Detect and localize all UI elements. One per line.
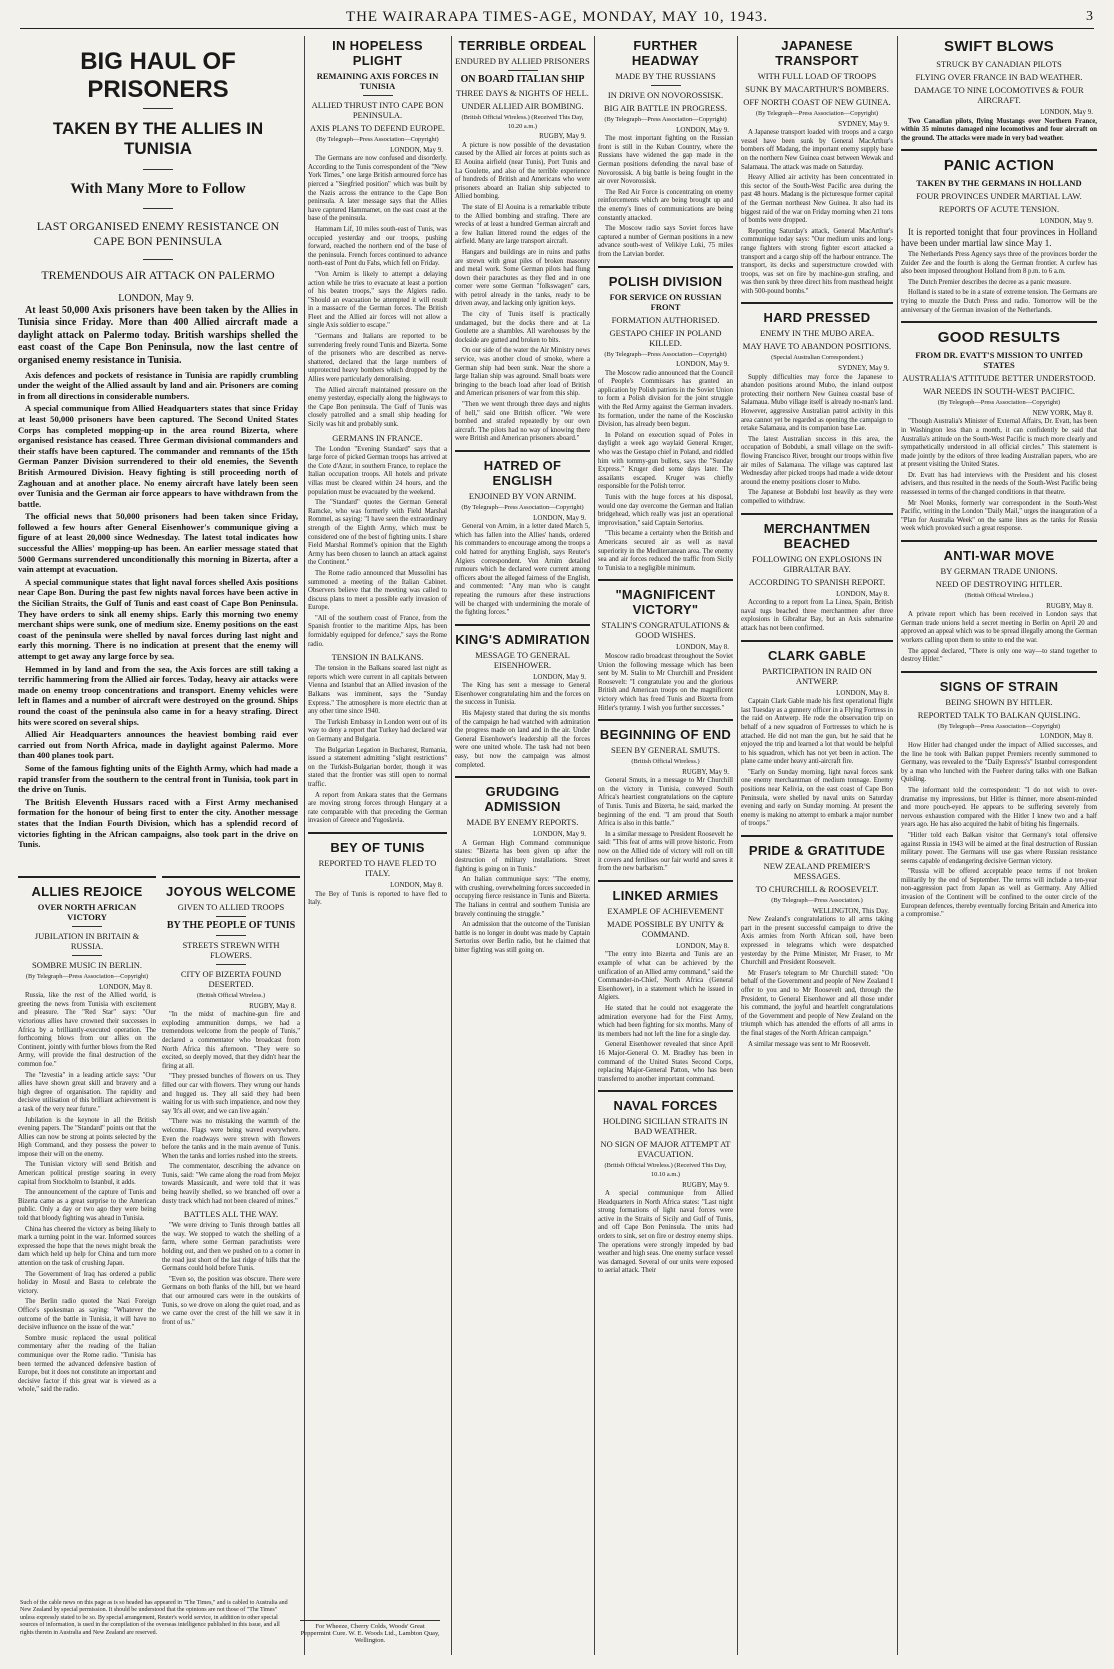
credit-line: (British Official Wireless.) [631,758,700,766]
story-subhead: STALIN'S CONGRATULATIONS & GOOD WISHES. [601,620,730,641]
story-headline: HATRED OF ENGLISH [483,457,562,488]
story-subhead: REPORTED TO HAVE FLED TO ITALY. [318,857,437,878]
story-paragraph: The Berlin radio quoted the Nazi Foreign Office's spokesman as saying: "Whatever the outcome of the battle in Tunisia, it will have no decisive influence on the issue of the war." [18,1298,156,1332]
story-paragraph: "Russia will be offered acceptable peace terms if not broken militarily by the end of September. The terms will include a ten-year non-aggression pact from Japan as well as Germany. Any Allied invasion of the Continent will be confined to the outer circle of the European defences, thereby eventually forcing Britain and America into a compromise." [901,868,1097,919]
story-subhead: AUSTRALIA'S ATTITUDE BETTER UNDERSTOOD. [902,373,1096,384]
story-subhead: REPORTED TALK TO BALKAN QUISLING. [917,709,1081,720]
story-naval-forces [598,1090,733,1276]
credit-line: (By Telegraph—Press Association—Copyright) [604,116,727,123]
story-paragraph: "All of the southern coast of France, from the Spanish frontier to the maritime Alps, has been formidably equipped for defence," says the Rome radio. [308,614,447,648]
story-joyous-welcome [162,876,300,1662]
lead-paragraph: Some of the famous fighting units of the Eighth Army, which had made a rapid transfer from the southern to the central front in Tunisia, took part in the drive on Tunis. [18,762,298,795]
story-paragraph: "The entry into Bizerta and Tunis are an example of what can be achieved by the unification of an Allied army command," said the Commander-in-Chief, North Africa (General Eisenhower), in a statement which he issued in Algiers. [598,951,733,1002]
story-subhead: ALLIED THRUST INTO CAPE BON PENINSULA. [311,100,444,120]
story-paragraph: Jubilation is the keynote in all the British evening papers. The "Standard" points out that the Allies can now be strong at points selected by the High Command, and they possess the power to impose their will on the enemy. [18,1116,156,1158]
story-subhead: GESTAPO CHIEF IN POLAND KILLED. [609,327,722,348]
story-subhead: STRUCK BY CANADIAN PILOTS [936,59,1062,69]
story-subhead: ENJOINED BY VON ARNIM. [468,490,577,501]
divider [72,955,102,956]
story-paragraph: A report from Ankara states that the Germans are moving strong forces through Hungary at a rate comparable with that preceding the German invasion of Greece and Yugoslavia. [308,791,447,825]
story-paragraph: The King has sent a message to General Eisenhower congratulating him and the forces on the success in Tunisia. [455,682,590,707]
story-headline: ALLIES REJOICE [31,884,143,899]
story-japanese-transport [741,38,893,296]
story-headline: IN HOPELESS PLIGHT [332,38,423,68]
story-subhead: MADE BY ENEMY REPORTS. [466,817,579,828]
story-paragraph: The Dutch Premier describes the decree as a panic measure. [908,278,1072,286]
story-headline: JAPANESE TRANSPORT [775,38,859,68]
lead-paragraph: Axis defences and pockets of resistance in Tunisia are rapidly crumbling under the weight of the Allied assault by land and air. Prisoners are coming in from all directions in considerable numbers. [18,369,298,401]
story-hard-pressed [741,302,893,506]
story-subhead: NEED OF DESTROYING HITLER. [935,579,1063,590]
story-headline: GRUDGING ADMISSION [484,784,561,815]
column-rule [451,36,452,1655]
dateline: LONDON, May 9. [533,830,586,839]
story-merchantmen-beached [741,513,893,634]
story-terrible-ordeal [455,38,590,444]
story-headline: HARD PRESSED [763,310,871,326]
story-paragraph: The Germans are now confused and disorderly. According to the Tunis correspondent of the "New York Times," one large British armoured force has pierced a "Siegfried position" which was built by the Nazis across the entrance to the Cape Bon peninsula. A later message says that the Allies have captured Hammamet, on the east coast at the base of the peninsula. [308,155,447,223]
story-paragraph: General Smuts, in a message to Mr Churchill on the victory in Tunisia, conveyed South Africa's heartiest congratulations on the capture of Tunis. Tunis and Bizerta, he said, marked the beginning of the end. "I am proud that South Africa is also in this battle." [598,777,733,828]
story-paragraph: China has cheered the victory as being likely to mark a turning point in the war. Informed sources expressed the hope that the news might break the dam which held up help for China and turn more attention on the task of crushing Japan. [18,1225,156,1267]
story-subhead: BY GERMAN TRADE UNIONS. [940,566,1058,577]
column-rule [737,36,738,1655]
dateline: LONDON, May 9. [676,360,729,369]
story-headline: BEY OF TUNIS [330,839,425,855]
story-subhead: BATTLES ALL THE WAY. [183,1209,279,1220]
story-subhead: GERMANS IN FRANCE. [332,432,423,443]
story-paragraph: An Italian communique says: "The enemy, with crushing, overwhelming forces succeeded in occupying fierce resistance in Tunis and Bizerta. The Italians in central and southern Tunisia are bravely continuing the struggle." [455,876,590,918]
page-number: 3 [1086,9,1094,24]
story-headline: FURTHER HEADWAY [631,38,700,68]
dateline: LONDON, May 8. [390,880,443,889]
story-linked-armies [598,880,733,1085]
story-paragraph: Reporting Saturday's attack, General MacArthur's communique today says: "Our medium units and long-range fighters with strong fighter escort attacked a transport and a cargo ship off the harbour entrance. The transport, its decks and superstructure crowded with troops, was set on fire by machine-gun strafing, and was then sunk by three direct hits from masthead height with 500-pound bombs." [741,227,893,295]
story-paragraph: General Eisenhower revealed that since April 16 Major-General O. M. Bradley has been in command of the United States Second Corps, replacing Major-General Patton, who has been transferred to another important command. [598,1041,733,1083]
story-subhead: OFF NORTH COAST OF NEW GUINEA. [743,97,891,107]
story-subhead: TO CHURCHILL & ROOSEVELT. [755,884,879,895]
column-6 [741,36,893,1646]
story-subhead: FROM DR. EVATT'S MISSION TO UNITED STATES [915,350,1083,371]
dateline: LONDON, May 9. [533,672,586,681]
lead-paragraph: Hemmed in by land and from the sea, the Axis forces are still taking a terrific hammering from the Allied air forces. Today, heavy air attacks were made on enemy troop concentrations and transport. Enemy vehicles were left in flames and a number of aircraft were destroyed on the ground. Ships round the coast of the peninsula also came in for a heavy strafing. Direct hits were scored on several ships. [18,663,298,727]
credit-line: (By Telegraph—Press Association—Copyright) [461,503,584,511]
story-paragraph: The tension in the Balkans soared last night as reports which were current in all capitals between Vienna and Istanbul that an Allied invasion of the Balkans was imminent, says the "Sunday Express." The atmosphere is more electric than at any other time since 1940. [308,665,447,716]
story-subhead: TAKEN BY THE GERMANS IN HOLLAND [916,178,1082,189]
story-subhead: SUNK BY MACARTHUR'S BOMBERS. [745,84,889,94]
story-paragraph: The Netherlands Press Agency says three of the provinces border the Zuider Zee and the fourth is along the German frontier. A curfew has also been imposed throughout Holland from 8 p.m. to 6 a.m. [901,250,1097,276]
divider [143,169,173,170]
story-paragraph: In a similar message to President Roosevelt he said: "This feat of arms will prove historic. From now on the Allied tide of victory will roll on till it covers and fertilises our fair world and saves it from the new barbarism." [598,830,733,873]
divider [143,259,173,260]
story-subhead: MADE BY THE RUSSIANS [615,71,716,81]
dateline: RUGBY, May 9. [539,132,586,141]
masthead-title: THE WAIRARAPA TIMES-AGE, MONDAY, MAY 10, 1943. [345,9,769,25]
story-paragraph: "Germans and Italians are reported to be surrendering freely round Tunis and Bizerta. Some of the prisoners who are described as nerve-shattered, declared that the large numbers of unprotected heavy bombers which dropped by the Allies were particularly demoralising. [308,333,447,384]
story-subhead: FOLLOWING ON EXPLOSIONS IN GIBRALTAR BAY. [751,553,883,574]
story-paragraph: "Von Arnim is likely to attempt a delaying action while he tries to evacuate at least a portion of his beaten troops," says the Algiers radio. "Should an evacuation be attempted it will result in a massacre of the German forces. The British Fleet and the Allied air forces will not allow a single Axis soldier to escape." [308,270,447,330]
story-subhead: MADE POSSIBLE BY UNITY & COMMAND. [607,918,724,939]
divider [143,208,173,209]
credit-line: (British Official Wireless.) [196,992,266,999]
dateline: SYDNEY, May 9. [838,364,889,373]
story-paragraph: The Red Air Force is concentrating on enemy reinforcements which are being brought up and the enemy's lines of communications are being constantly attacked. [598,188,733,222]
story-paragraph: The Bey of Tunis is reported to have fled to Italy. [308,890,447,907]
story-subhead: FORMATION AUTHORISED. [611,314,720,325]
column-4 [455,36,590,1646]
story-paragraph: "Early on Sunday morning, light naval forces sank one enemy merchantman of medium tonnage. Enemy positions near Kelivia, on the east coast of Cape Bon Peninsula, were shelled by naval units on Saturday evening and early on Sunday morning. At present the enemy is making no attempt to embark a major number of troops." [741,768,893,828]
story-paragraph: The Turkish Embassy in London went out of its way to deny a report that Turkey had declared war on Germany and Bulgaria. [308,718,447,743]
story-paragraph: Hammam Lif, 10 miles south-east of Tunis, was occupied yesterday and our troops, pushing forward, reached the northern end of the base of the peninsula. French forces continued to advance north-east of Pont du Fahs, which fell on Friday. [308,225,447,268]
story-anti-war-move [901,540,1097,665]
story-subhead: BY THE PEOPLE OF TUNIS [166,920,296,931]
story-paragraph: General von Arnim, in a letter dated March 5, which has fallen into the Allies' hands, ordered his commanders to encourage among the troops a cold hatred for anything English, says Reuter's Algiers correspondent. Von Arnim detailed rumours which he declared were current among officers about the alleged fairness of the English, and commented: "Any man who is caught repeating the rumours after these instructions will be charged with undermining the morale of the fighting forces." [455,523,590,617]
story-headline: JOYOUS WELCOME [166,884,296,899]
story-subhead: EXAMPLE OF ACHIEVEMENT [607,905,724,916]
story-paragraph: The city of Tunis itself is practically undamaged, but the docks there and at La Goulette are a shambles. All warehouses by the dockside are gutted and broken to bits. [455,311,590,344]
credit-line: (By Telegraph—Press Association—Copyright) [937,399,1061,407]
story-subhead: NEW ZEALAND PREMIER'S MESSAGES. [763,861,871,882]
story-paragraph: A Japanese transport loaded with troops and a cargo vessel have been sunk by General MacArthur's bombers off Madang, the important enemy supply base on the northern New Guinea coast between Wewak and Salamaua. The attack was made on Saturday. [741,129,893,171]
story-beginning-of-end [598,719,733,874]
lead-intro: At least 50,000 Axis prisoners have been taken by the Allies in Tunisia since Friday. More than 400 Allied aircraft made a daylight attack on Palermo today. British warships shelled the east coast of the Cape Bon Peninsula, now the last centre of organised enemy resistance in Tunisia. [18,304,298,366]
story-paragraph: His Majesty stated that during the six months of the campaign he had watched with admiration the progress made on land and in the air. Under General Eisenhower's leadership all the forces were one united whole. The task had not been easy, but now the campaign was almost completed. [455,710,590,769]
story-subhead: FLYING OVER FRANCE IN BAD WEATHER. [915,72,1083,82]
divider [143,108,173,109]
dateline: NEW YORK, May 8. [1032,408,1093,417]
story-paragraph: "There was no mistaking the warmth of the welcome. Flags were being waved everywhere. Even the roadways were strewn with flowers before the tanks and in the main avenue of Tunis. When the tanks and lorries rushed into the streets. [162,1118,300,1160]
footer-note: Such of the cable news on this page as is so headed has appeared in "The Times," and is cabled to Australia and New Zealand by special permission. It should be understood that the opinions are not those of "The Times" unless expressly stated to be so. By special arrangement, Reuter's world service, in addition to other special sources of information, is used in the compilation of the overseas intelligence published in this issue, and all rights therein in Australia and New Zealand are reserved. [20,1600,288,1636]
column-rule [897,36,898,1655]
story-headline: TERRIBLE ORDEAL [458,38,587,53]
story-subhead: MESSAGE TO GENERAL EISENHOWER. [475,649,570,670]
story-subhead: FOR SERVICE ON RUSSIAN FRONT [609,291,722,312]
credit-line: (By Telegraph—Press Association—Copyright) [604,350,727,358]
story-subhead: STREETS STREWN WITH FLOWERS. [182,940,280,960]
story-headline: SWIFT BLOWS [944,38,1054,55]
dateline: LONDON, May 8. [676,643,729,652]
story-subhead: ON BOARD ITALIAN SHIP [460,74,585,85]
story-paragraph: On our side of the water the Air Ministry news service, was another cloud of smoke, where a German ship had been sunk. Near the shore a large Italian ship was aground. Small boats were bringing to the beach load after load of British and American prisoners of war from this ship. [455,347,590,398]
lead-deck-3: LAST ORGANISED ENEMY RESISTANCE ON CAPE BON PENINSULA [36,219,280,248]
story-subhead: BIG AIR BATTLE IN PROGRESS. [603,103,728,113]
story-subhead: ENEMY IN THE MUBO AREA. [759,328,875,339]
story-paragraph: The Moscow radio announced that the Council of People's Commissars has granted an application by Polish patriots in the Soviet Union to form a Polish division for the joint struggle with the Red Army against the German invaders. Its formation, under the name of the Kosciusko Division, has already been begun. [598,369,733,429]
story-paragraph: "Then we went through three days and nights of hell," said one British officer. "We were bombed and strafed repeatedly by our own aircraft. The pilots had no way of knowing there were British and American prisoners aboard." [455,401,590,443]
story-paragraph: "Hitler told each Balkan visitor that Germany's total offensive against Russia in 1943 will be aimed at the final destruction of Russian military power. The Germans will use gas where Russian resistance seems capable of endangering decisive German victory. [901,831,1097,865]
story-hopeless-plight [308,36,447,1606]
story-pride-gratitude [741,835,893,1049]
story-magnificent-victory [598,579,733,713]
story-headline: GOOD RESULTS [937,329,1061,347]
story-paragraph: How Hitler had changed under the impact of Allied successes, and the line he took with Balkan puppet Premiers recently summoned to Germany, was revealed to the "Daily Express's" Istanbul correspondent by a man who lunched with the Fuehrer during talks with one Balkan Quisling. [901,741,1097,784]
divider [216,916,246,917]
story-paragraph: A picture is now possible of the devastation caused by the Allied air forces at points such as El Aouina airfield (near Tunis), Port Tunis and La Goulette, and also of the terrible experience of hundreds of British and Americans who were prisoners aboard an Italian ship subjected to Allied bombing. [455,141,590,201]
divider [72,926,102,927]
story-paragraph: The Allied aircraft maintained pressure on the enemy yesterday, especially along the highways to the Cape Bon peninsula. The Gulf of Tunis was closely patrolled and a small ship heading for Sicily was hit and probably sunk. [308,386,447,428]
column-7 [901,36,1097,1646]
dateline: LONDON, May 9. [390,145,443,154]
story-subhead: REMAINING AXIS FORCES IN TUNISIA [316,71,439,91]
story-paragraph: Hangars and buildings are in ruins and paths are strewn with great piles of broken masonry and metal work. Some German pilots had flung down their parachutes as they fled and in one corner were some German "folkswagen" cars, with petrol already in the tanks, ready to be driven away, and lacking only ignition keys. [455,248,590,308]
story-further-headway [598,38,733,260]
credit-line: (By Telegraph—Press Association—Copyright) [937,722,1061,730]
dateline: RUGBY, May 8. [249,1001,296,1010]
story-subhead: NO SIGN OF MAJOR ATTEMPT AT EVACUATION. [600,1139,731,1160]
story-paragraph: The informant told the correspondent: "I do not wish to over-dramatise my impressions, but Hitler is thinner, more absent-minded and more pouch-eyed. He appears to be suffering severely from nervous exhaustion compared with the Hitler I knew two and a half years ago. He has also acquired the habit of biting his fingernails. [901,786,1097,829]
story-subhead: TENSION IN BALKANS. [331,652,424,663]
story-hatred-of-english [455,450,590,618]
lead-paragraph: Allied Air Headquarters announces the heaviest bombing raid ever carried out from North Africa, made in daylight against Palermo. More than 400 planes took part. [18,729,298,761]
story-subhead: REPORTS OF ACUTE TENSION. [938,204,1060,215]
story-paragraph: Moscow radio broadcast throughout the Soviet Union the following message which has been sent by M. Stalin to Mr Churchill and President Roosevelt: "I congratulate you and the glorious British and American troops on the magnificent victory which has freed Tunis and Bizerta from Hitler's tyranny. I wish you further successes." [598,652,733,712]
dateline: LONDON, May 9. [1040,108,1093,116]
story-paragraph: The commentator, describing the advance on Tunis, said: "We came along the road from Mejez towards Massicault, and were told that it was being heavily shelled, so we branched off over a dusty track which had not been cleared of mines." [162,1163,300,1205]
story-headline: CLARK GABLE [768,647,866,663]
dateline: LONDON, May 8. [836,589,889,598]
story-paragraph: The Moscow radio says Soviet forces have captured a number of German positions in a new advance south-west of Velikiye Luki, 75 miles from the Latvian border. [598,225,733,258]
column-rule [594,36,595,1655]
story-paragraph: A private report which has been received in London says that German trade unions held a secret meeting in Berlin on April 20 and approved an appeal which was to be spread illegally among the German workers calling upon them to unite to end the war. [901,611,1097,644]
advertisement: For Wheeze, Cherry Colds, Woods' Great Peppermint Cure. W. E. Woods Ltd., Lambton Quay, Wellington. [300,1620,440,1644]
story-swift-blows [901,38,1097,143]
story-subhead: SEEN BY GENERAL SMUTS. [611,745,720,756]
story-headline: PRIDE & GRATITUDE [748,843,886,859]
credit-line: (British Official Wireless.) (Received This Day, 10.10 a.m.) [604,1162,727,1178]
story-paragraph: "We were driving to Tunis through battles all the way. We stopped to watch the shelling of a farm, where some German parachutists were holding out, and then we pushed on to a corner in the road just short of the last ridge of hills that the Germans could hold before Tunis. [162,1222,300,1273]
dateline: LONDON, May 8. [99,982,152,991]
story-paragraph: The Japanese at Bobdubi lost heavily as they were compelled to withdraw. [741,489,893,505]
story-headline: POLISH DIVISION [608,273,723,289]
story-headline: NAVAL FORCES [613,1098,718,1114]
story-paragraph: Dr. Evatt has had interviews with the President and his closest advisers, and thus resulted in the needs of the South-West Pacific being reassessed in terms of the changed conditions in that theatre. [901,471,1097,497]
lead-paragraph: The British Eleventh Hussars raced with a First Army mechanised formation for the honour of being first to enter the city. Another message states that the Indian Fourth Division, which has a splendid record of victories fighting in the African campaigns, also took part in the drive on Tunis. [18,796,298,850]
story-headline: LINKED ARMIES [612,887,719,903]
story-paragraph: Russia, like the rest of the Allied world, is greeting the news from Tunisia with excitement and pleasure. The "Red Star" says: "Our victorious allies have crowned their successes in Africa by a brilliantly-executed operation. The forthcoming blows from our allies on the Continent, jointly with further blows from the Red Army, will provide the final destruction of the common foe." [18,992,156,1068]
story-signs-of-strain [901,671,1097,920]
story-good-results [901,321,1097,534]
story-paragraph: New Zealand's congratulations to all arms taking part in the present successful campaign to drive the Axis armies from North African soil, have been expressed in telegrams which were despatched yesterday by the Prime Minister, Mr Fraser, to Mr Churchill and President Roosevelt. [741,916,893,967]
credit-line: (By Telegraph—Press Association—Copyright) [25,973,149,980]
dateline: RUGBY, May 9. [682,1180,729,1189]
story-subhead: BEING SHOWN BY HITLER. [945,696,1053,707]
story-paragraph: The most important fighting on the Russian front is still in the Kuban Country, where the Russians have widened the gap made in the German positions defending the naval base of Novorossisk. A big battle is being fought in the air over Novorossisk. [598,135,733,186]
credit-line: (By Telegraph—Press Association.) [771,897,863,905]
credit-line: (Special Australian Correspondent.) [771,354,863,362]
story-subhead: WAR NEEDS IN SOUTH-WEST PACIFIC. [923,386,1075,397]
story-headline: BEGINNING OF END [599,727,732,743]
story-paragraph: "They pressed bunches of flowers on us. They filled our car with flowers. They wrung our hands and hugged us. They all said they had been waiting for us with such impatience, and now they say 'It's all over, and we can live again.' [162,1073,300,1115]
story-paragraph: "This became a certainty when the British and Americans secured air as well as naval superiority in the Mediterranean area. The enemy sea and air forces reduced the traffic from Sicily to Tunisia to a negligible minimum. [598,530,733,572]
divider [651,85,681,86]
story-paragraph: "In the midst of machine-gun fire and exploding ammunition dumps, we had a tremendous welcome from the people of Tunis," declared a commentator who broadcast from North Africa this afternoon. "They were so excited, so deeply moved, that they didn't hear the firing at all. [162,1011,300,1070]
lead-paragraph: A special communique states that light naval forces shelled Axis positions near Cape Bon. During the past few nights naval forces have been active in the Sicilian Straits, the Gulf of Tunis and east coast of Cape Bon Peninsula. They have orders to sink all enemy ships. Early this morning two enemy merchant ships were sunk, one of medium size. Enemy positions on the east coast of the peninsula were shelled by naval forces during last night and early this morning. There is no indication at present that the enemy will attempt to get away any large force by sea. [18,576,298,661]
story-subhead: GIVEN TO ALLIED TROOPS [177,902,285,912]
story-paragraph: Heavy Allied air activity has been concentrated in this sector of the South-West Pacific area during the past 48 hours. Madang is the picturesque former capital of the German northeast New Guinea. It also had its biggest raid of the war on Friday morning when 21 tons of bombs were dropped. [741,174,893,225]
story-paragraph: The state of El Aouina is a remarkable tribute to the Allied bombing and strafing. There are wrecks of at least a hundred German aircraft and a few Italian littered round the edges of the airfield. Many are large transport aircraft. [455,203,590,246]
story-subhead: AXIS PLANS TO DEFEND EUROPE. [310,123,445,133]
column-rule [304,36,305,1655]
story-kings-admiration [455,624,590,771]
story-headline: SIGNS OF STRAIN [939,678,1059,694]
story-panic-action [901,149,1097,315]
credit-line: (British Official Wireless.) (Received This Day, 10.20 a.m.) [461,114,584,130]
story-subhead: CITY OF BIZERTA FOUND DESERTED. [180,969,282,989]
masthead [20,6,1094,29]
story-paragraph: Tunis with the huge forces at his disposal, would one day overcome the German and Italian bridgehead, which really was just an operational improvisation," said Captain Sertorius. [598,494,733,527]
lead-deck-2: With Many More to Follow [70,181,246,197]
divider [363,95,393,96]
dateline: LONDON, May 8. [1040,732,1093,741]
story-subhead: ENDURED BY ALLIED PRISONERS [455,56,590,66]
story-paragraph: According to a report from La Linea, Spain, British naval tugs beached three merchantmen after three explosions in Gibraltar Bay, but an Axis submarine attack has not been confirmed. [741,599,893,632]
story-paragraph: A similar message was sent to Mr Roosevelt. [748,1040,871,1048]
lead-paragraph: The official news that 50,000 prisoners had been taken since Friday, followed a few hours after General Eisenhower's communique giving a figure of at least 20,000 since Wednesday. The latest total indicates how successful the Allies' mopping-up has been. An earlier message stated that 5000 Germans surrendered unconditionally this morning in Bizerta, after a vain attempt at evacuation. [18,511,298,575]
story-subhead: SOMBRE MUSIC IN BERLIN. [31,960,143,970]
dateline: RUGBY, May 8. [1046,601,1093,610]
story-headline: PANIC ACTION [943,157,1055,175]
dateline: LONDON, May 9. [1040,217,1093,226]
story-subhead: DAMAGE TO NINE LOCOMOTIVES & FOUR AIRCRAFT. [914,85,1084,105]
story-paragraph: A special communique from Allied Headquarters in North Africa states: "Last night strong formations of light naval forces were active in the Straits of Sicily and Gulf of Tunis, and off Cape Bon Peninsula. The units had orders to sink, set on fire or destroy enemy ships. The operations were strongly impeded by bad weather and high seas. One enemy surface vessel was damaged. Several of our units were exposed to aerial attack. Their [598,1190,733,1275]
story-paragraph: The London "Evening Standard" says that a large force of picked German troops has arrived at the Cote d'Azur, in southern France, to replace the Italian occupation troops. All hotels and private villas must be cleared within 24 hours, and the population must be evacuated by the weekend. [308,445,447,496]
dateline: LONDON, May 9. [676,125,729,134]
story-paragraph: The Tunisian victory will send British and American political prestige soaring in every capital from Stockholm to Istanbul, it adds. [18,1161,156,1186]
story-paragraph: Holland is stated to be in a state of extreme tension. The Germans are trying to muzzle the Dutch Press and radio. Tomorrow will be the anniversary of the German invasion of the Netherlands. [901,289,1097,314]
story-clark-gable [741,640,893,830]
credit-line: (By Telegraph—Press Association—Copyright) [316,136,439,143]
story-grudging-admission [455,776,590,955]
story-allies-rejoice [18,876,156,1602]
story-subhead: JUBILATION IN BRITAIN & RUSSIA. [34,931,140,951]
story-subhead: HOLDING SICILIAN STRAITS IN BAD WEATHER. [603,1116,728,1137]
story-paragraph: Sombre music replaced the usual political commentary after the reading of the Italian communique over the Rome radio. "Tunisia has been termed the advanced defensive bastion of Europe, but it does not constitute an important and decisive factor if this great war is viewed as a whole," said the radio. [18,1334,156,1394]
story-headline: ANTI-WAR MOVE [943,548,1055,564]
story-paragraph: "Even so, the position was obscure. There were Germans on both flanks of the hill, but we heard that our armoured cars were in the outskirts of Tunis, so we drove on along the quiet road, and as we came over the crest of the hill we saw it in front of us." [162,1275,300,1326]
story-paragraph: The announcement of the capture of Tunis and Bizerta came as a great surprise to the American public. Only a day or two ago they were being told that bloody fighting was ahead in Tunisia. [18,1189,156,1223]
dateline: SYDNEY, May 9. [838,119,889,128]
story-paragraph: The Bulgarian Legation in Bucharest, Rumania, issued a statement admitting "slight restrictions" on the Turkish-Bulgarian border, though it was stated that the frontier was still open to normal traffic. [308,746,447,788]
story-polish-division [598,266,733,574]
story-headline: KING'S ADMIRATION [455,631,590,647]
divider [216,935,246,936]
dateline: LONDON, May 8. [836,688,889,697]
story-paragraph: "Though Australia's Minister of External Affairs, Dr. Evatt, has been in Washington less than a month, it can confidently be said that Australia's attitude on the South-West Pacific is much more clearly and sympathetically understood in all official circles." This statement is made jointly by the editors of three leading Australian papers, who are at present visiting the United States. [901,418,1097,469]
story-subhead: THREE DAYS & NIGHTS OF HELL. [456,88,589,98]
divider [508,70,538,71]
story-subhead: MAY HAVE TO ABANDON POSITIONS. [742,341,892,352]
story-subhead: PARTICIPATION IN RAID ON ANTWERP. [762,665,872,686]
story-subhead: OVER NORTH AFRICAN VICTORY [37,902,137,922]
lead-headline: BIG HAUL OF PRISONERS [80,48,236,103]
dateline: LONDON, May 8. [676,941,729,950]
dateline: RUGBY, May 9. [682,767,729,776]
credit-line: (British Official Wireless.) [964,592,1034,600]
story-paragraph: It is reported tonight that four provinces in Holland have been under martial law since May 1. [901,226,1097,248]
divider [216,964,246,965]
story-paragraph: Mr Noel Monks, formerly war correspondent in the South-West Pacific, writing in the London "Daily Mail," urges the inauguration of a "Plan for Australia Week" on the same lines as the tanks for Russia week which provoked such a great response. [901,499,1097,533]
story-subhead: WITH FULL LOAD OF TROOPS [757,71,877,81]
story-paragraph: In Poland on execution squad of Poles in daylight a week ago waylaid General Kruger, who was the Gestapo chief in Poland, and riddled him with tommy-gun bullets, says the "Sunday Express." Kruger died some days later. The assailants escaped. Kruger was chiefly responsible for the Polish terror. [598,431,733,491]
lead-dateline: LONDON, May 9. [118,293,194,304]
story-paragraph: Two Canadian pilots, flying Mustangs over Northern France, within 35 minutes damaged nine locomotives and four aircraft on the ground. The attacks were made in very bad weather. [901,117,1097,142]
lead-paragraph: A special communique from Allied Headquarters states that since Friday at least 50,000 prisoners have been captured. The Second United States Corps has completed mopping-up in the area round Bizerta, where organised resistance has ceased. Three German divisional commanders and their staffs have been captured. The commander and remnants of the 15th German Panzer Division surrendered to their old enemies, the Seventh British Armoured Division. Heavy fighting is still proceeding north of Zaghouan and at another place. No enemy aircraft have lately been seen over Tunisia and the German air force appears to have withdrawn from the battle. [18,403,298,509]
credit-line: (By Telegraph—Press Association—Copyright) [755,110,879,117]
story-paragraph: Supply difficulties may force the Japanese to abandon positions around Mubo, the inland outpost protecting their northern New Guinea coastal base of Salamaua. Mubo village itself is already no-man's land. However, aggressive Australian patrol activity in this area cannot yet be regarded as opening the campaign to retake Salamaua, and its companion base Lae. [741,373,893,433]
lead-deck-4: TREMENDOUS AIR ATTACK ON PALERMO [41,268,275,282]
story-subhead: IN DRIVE ON NOVOROSSISK. [607,90,724,100]
story-subhead: UNDER ALLIED AIR BOMBING. [461,101,584,111]
story-paragraph: A German High Command communique states: "Bizerta has been given up after the destruction of military installations. Street fighting is going on in Tunis." [455,839,590,873]
story-paragraph: The "Standard" quotes the German General Ramcke, who was formerly with Field Marshal Rommel, as saying: "I have seen the extraordinary strength of the Eighth Army, which must be considered one of the best of fighting units. I share Field Marshal Rommel's opinion that the Eighth Army has been chosen to launch an attack against the Continent." [308,499,447,567]
story-paragraph: The Government of Iraq has ordered a public holiday in Mosul and Basra to celebrate the victory. [18,1270,156,1295]
story-paragraph: Mr Fraser's telegram to Mr Churchill stated: "On behalf of the Government and people of New Zealand I offer to you and to Mr Roosevelt and, through the President, to General Eisenhower and all those under his command, the joyful and heartfelt congratulations of the Government and people of New Zealand on the triumph which has attended the efforts of all arms in the final stages of the North African campaign." [741,969,893,1037]
column-5 [598,36,733,1646]
story-paragraph: An admission that the outcome of the Tunisian battle is no longer in doubt was made by Captain Sertorius over Berlin radio, but he claimed that bitter fighting was still going on. [455,921,590,954]
lead-story [18,36,298,866]
lead-deck-1: TAKEN BY THE ALLIES IN TUNISIA [52,119,264,158]
story-paragraph: The "Izvestia" in a leading article says: "Our allies have shown great skill and bravery and a high degree of organisation. The rapidity and decisive utilisation of this brilliant achievement is a task of the very near future." [18,1071,156,1113]
story-headline: "MAGNIFICENT VICTORY" [615,587,716,618]
dateline: LONDON, May 9. [533,513,586,522]
story-paragraph: Captain Clark Gable made his first operational flight last Tuesday as a gunnery officer in a Flying Fortress in the raid on Antwerp. He rode the observation trip on behalf of a new squadron of Fortresses to which he is attached. He did not man the gun, but he said that he enjoyed the trip and learned a lot that would be helpful to his squadron, which has not yet been in action. The plane came under heavy anti-aircraft fire. [741,698,893,766]
story-paragraph: The appeal declared, "There is only one way—to stand together to destroy Hitler." [901,647,1097,664]
story-subhead: ACCORDING TO SPANISH REPORT. [748,576,886,587]
story-paragraph: The latest Australian success in this area, the occupation of Bobdubi, a small village on the swift-flowing Francisco River, brought our troops within five air miles of Salamaua. The village was captured last Wednesday after picked troops had made a wide detour around the enemy positions closer to Mubo. [741,435,893,486]
story-paragraph: He stated that he could not exaggerate the admiration everyone had for the First Army, which had been fighting for six months. Many of its members had not left the line for a single day. [598,1004,733,1038]
story-headline: MERCHANTMEN BEACHED [763,520,871,551]
story-subhead: FOUR PROVINCES UNDER MARTIAL LAW. [916,191,1082,202]
dateline: WELLINGTON, This Day. [812,906,889,915]
story-paragraph: The Rome radio announced that Mussolini has summoned a meeting of the Italian Cabinet. Observers believe that the meeting was called to discuss plans to meet a possible early invasion of Europe. [308,569,447,612]
